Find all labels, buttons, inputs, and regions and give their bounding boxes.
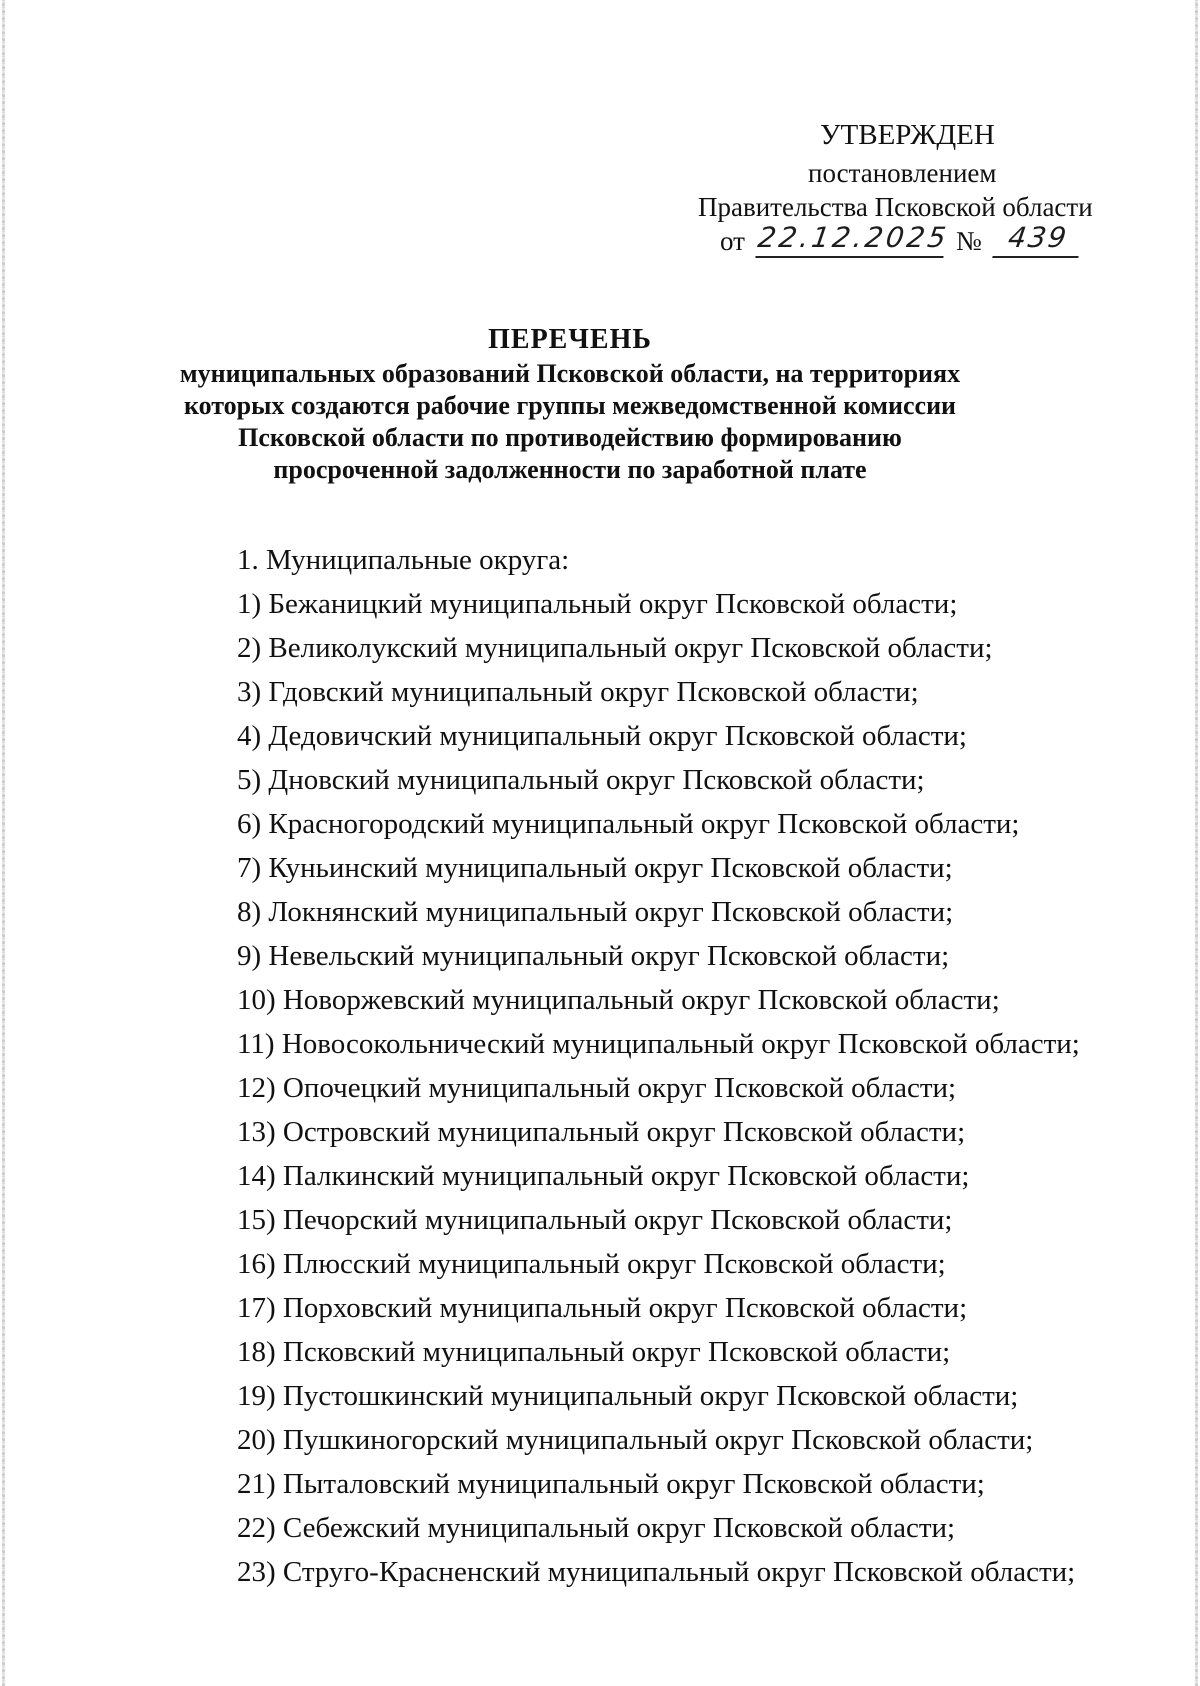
list-item: 22) Себежский муниципальный округ Псковской области; <box>237 1512 956 1544</box>
list-item: 20) Пушкиногорский муниципальный округ Псковской области; <box>237 1424 1034 1456</box>
list-item: 10) Новоржевский муниципальный округ Псковской области; <box>237 984 1000 1016</box>
list-item: 8) Локнянский муниципальный округ Псковской области; <box>237 896 954 928</box>
title-heading: ПЕРЕЧЕНЬ <box>488 324 652 355</box>
list-item: 2) Великолукский муниципальный округ Псковской области; <box>237 632 993 664</box>
list-item: 19) Пустошкинский муниципальный округ Псковской области; <box>237 1380 1019 1412</box>
title-line: просроченной задолженности по заработной плате <box>273 455 867 484</box>
list-item: 14) Палкинский муниципальный округ Псковской области; <box>237 1160 970 1192</box>
list-item: 17) Порховский муниципальный округ Псковской области; <box>237 1292 968 1324</box>
approval-resolution: постановлением <box>808 158 997 188</box>
list-item: 1) Бежаницкий муниципальный округ Псковской области; <box>237 588 958 620</box>
list-item: 18) Псковский муниципальный округ Псковской области; <box>237 1336 951 1368</box>
from-label: от <box>720 226 745 256</box>
scan-edge-left <box>2 0 5 1686</box>
approval-dateline <box>720 221 1100 264</box>
list-item: 13) Островский муниципальный округ Псковской области; <box>237 1116 966 1148</box>
title-line: Псковской области по противодействию формированию <box>238 423 902 452</box>
list-item: 23) Струго-Красненский муниципальный округ Псковской области; <box>237 1556 1076 1588</box>
approval-government: Правительства Псковской области <box>698 192 1093 222</box>
list-item: 9) Невельский муниципальный округ Псковской области; <box>237 940 950 972</box>
list-item: 6) Красногородский муниципальный округ Псковской области; <box>237 808 1020 840</box>
number-label: № <box>956 226 982 256</box>
municipal-districts-list <box>237 538 1137 1594</box>
title-line: муниципальных образований Псковской области, на территориях <box>179 359 961 388</box>
list-item: 15) Печорский муниципальный округ Псковской области; <box>237 1204 953 1236</box>
approval-heading: УТВЕРЖДЕН <box>820 119 995 151</box>
handwritten-number: 439 <box>992 220 1083 258</box>
title-line: которых создаются рабочие группы межведомственной комиссии <box>183 391 957 420</box>
list-item: 7) Куньинский муниципальный округ Псковской области; <box>237 852 953 884</box>
scan-edge-right <box>1195 0 1198 1686</box>
list-item: 21) Пыталовский муниципальный округ Псковской области; <box>237 1468 985 1500</box>
list-item: 16) Плюсский муниципальный округ Псковской области; <box>237 1248 946 1280</box>
list-item: 4) Дедовичский муниципальный округ Псковской области; <box>237 720 967 752</box>
list-item: 3) Гдовский муниципальный округ Псковской области; <box>237 676 919 708</box>
document-title <box>150 322 990 486</box>
handwritten-date: 22.12.2025 <box>755 220 948 258</box>
list-item: 5) Дновский муниципальный округ Псковской области; <box>237 764 925 796</box>
list-item: 11) Новосокольнический муниципальный округ Псковской области; <box>237 1028 1080 1060</box>
list-item: 12) Опочецкий муниципальный округ Псковской области; <box>237 1072 957 1104</box>
section-heading: 1. Муниципальные округа: <box>237 544 570 576</box>
